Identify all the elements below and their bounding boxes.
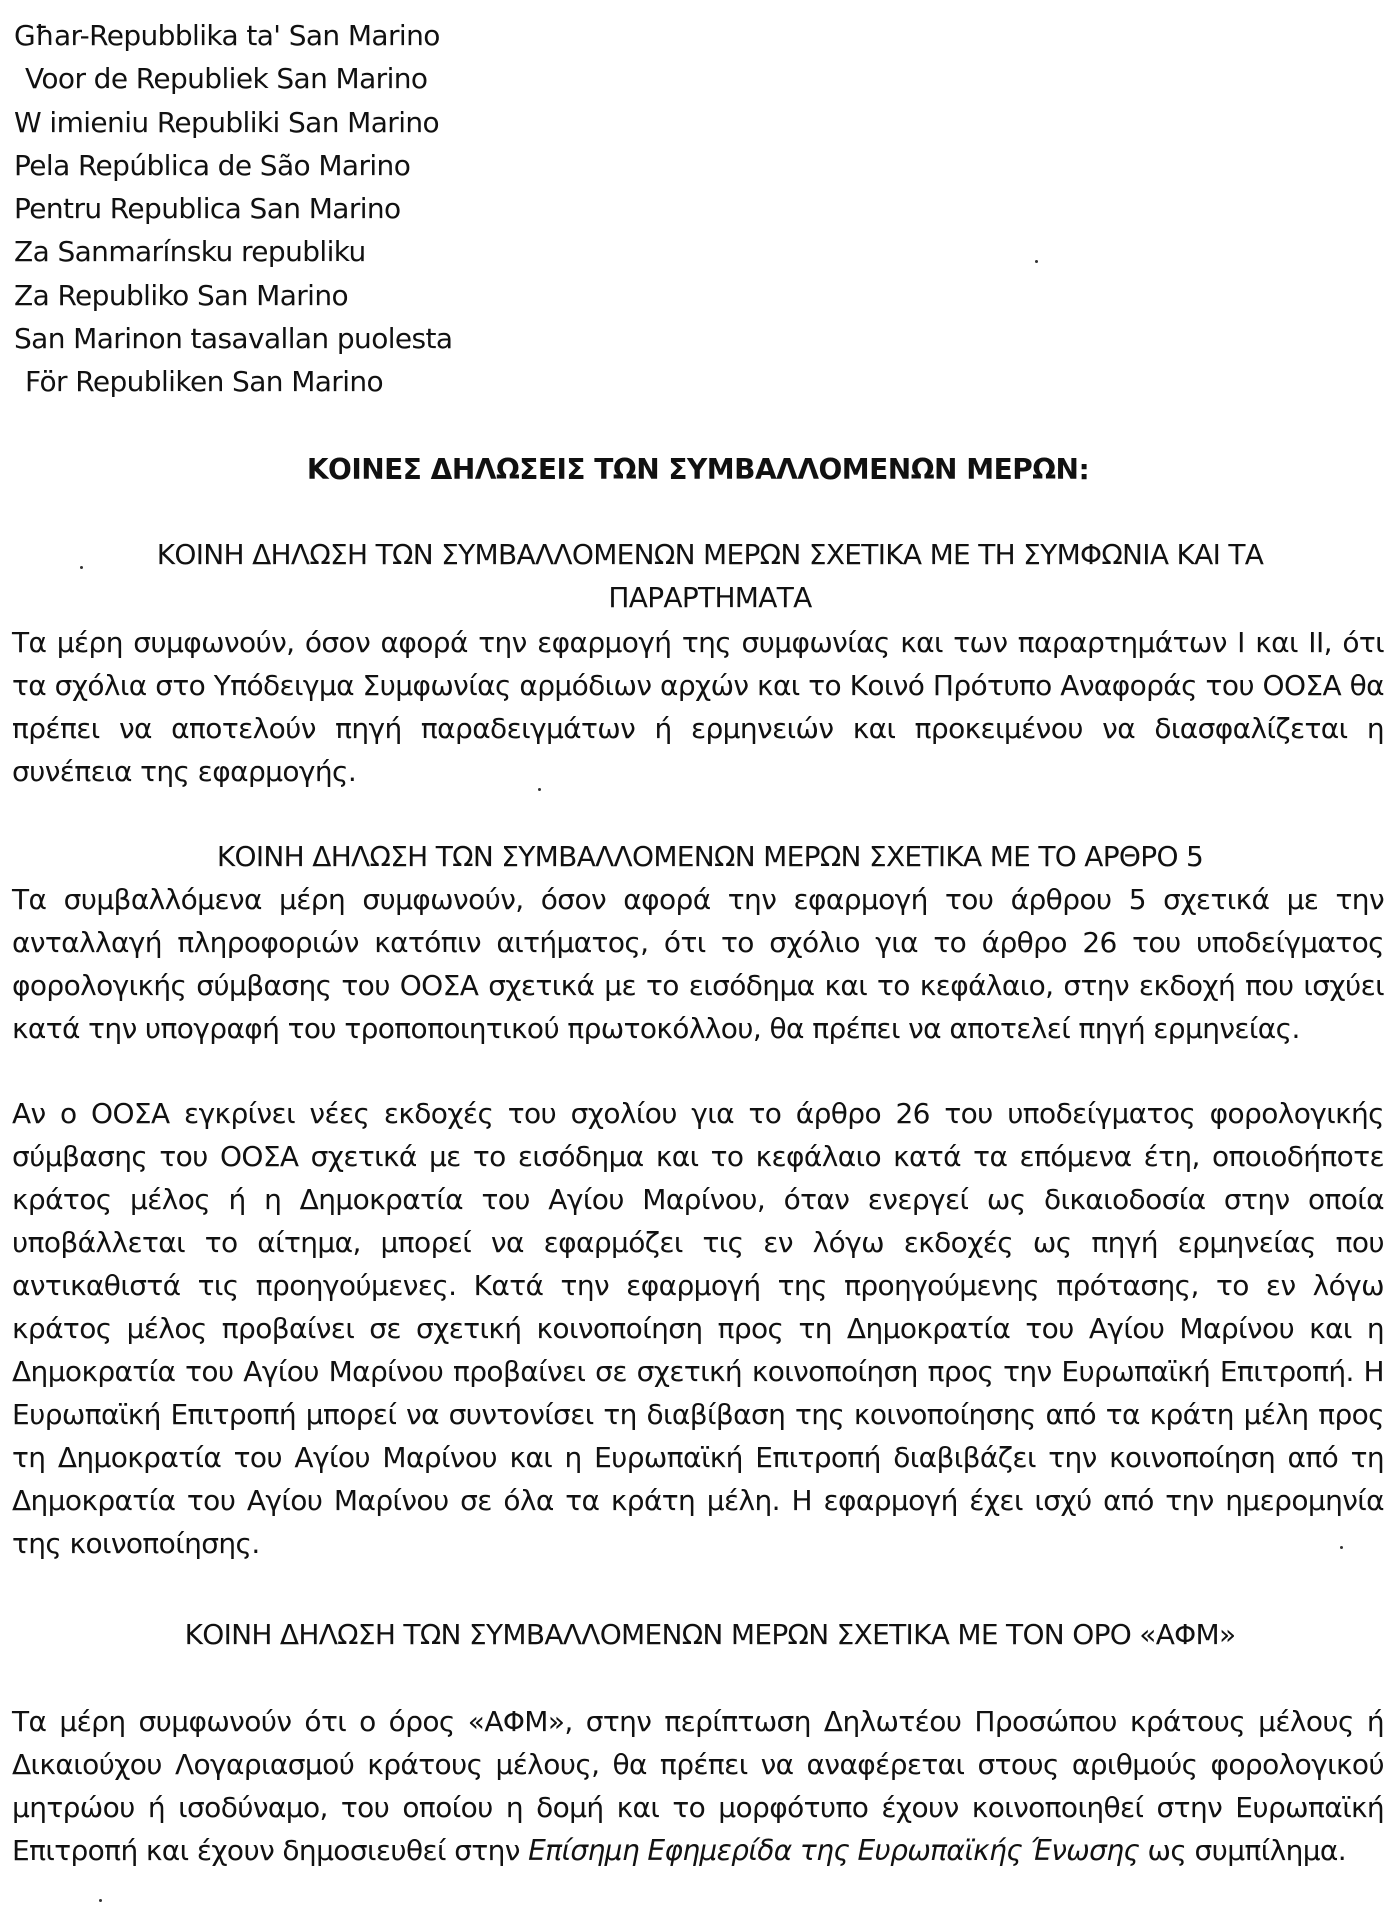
official-journal-title: Επίσημη Εφημερίδα της Ευρωπαϊκής Ένωσης — [528, 1834, 1140, 1867]
signature-line: Za Sanmarínsku republiku — [14, 235, 366, 269]
scan-speck — [1035, 260, 1038, 263]
main-heading: ΚΟΙΝΕΣ ΔΗΛΩΣΕΙΣ ΤΩΝ ΣΥΜΒΑΛΛΟΜΕΝΩΝ ΜΕΡΩΝ: — [306, 453, 1090, 486]
declaration-3-text-before: Τα μέρη συμφωνούν ότι ο όρος «ΑΦΜ», στην περίπτωση Δηλωτέου Προσώπου κράτους μέλους ή Δικαιούχου Λογαριασμού κράτους μέλους, θα πρέπει να αναφέρεται στους αριθμούς φορολογικού μητρώου ή ισοδύναμο, του οποίου η δομή και το μορφότυπο έχουν κοινοποιηθεί στην Ευρωπαϊκή Επιτροπή και έχουν δημοσιευθεί στην — [12, 1705, 1384, 1867]
declaration-2-text-continued: Αν ο ΟΟΣΑ εγκρίνει νέες εκδοχές του σχολίου για το άρθρο 26 του υποδείγματος φορολογικής σύμβασης του ΟΟΣΑ σχετικά με το εισόδημα και το κεφάλαιο κατά τα επόμενα έτη, οποιοδήποτε κράτος μέλος ή η Δημοκρατία του Αγίου Μαρίνου, όταν ενεργεί ως δικαιοδοσία στην οποία υποβάλλεται το αίτημα, μπορεί να εφαρμόζει τις εν λόγω εκδοχές ως πηγή ερμηνείας που αντικαθιστά τις προηγούμενες. Κατά την εφαρμογή της προηγούμενης πρότασης, το εν λόγω κράτος μέλος προβαίνει σε σχετική κοινοποίηση προς τη Δημοκρατία του Αγίου Μαρίνου και η Δημοκρατία του Αγίου Μαρίνου προβαίνει σε σχετική κοινοποίηση προς την Ευρωπαϊκή Επιτροπή. Η Ευρωπαϊκή Επιτροπή μπορεί να συντονίσει τη διαβίβαση της κοινοποίησης από τα κράτη μέλη προς τη Δημοκρατία του Αγίου Μαρίνου και η Ευρωπαϊκή Επιτροπή διαβιβάζει την κοινοποίηση από τη Δημοκρατία του Αγίου Μαρίνου σε όλα τα κράτη μέλη. Η εφαρμογή έχει ισχύ από την ημερομηνία της κοινοποίησης. — [12, 1097, 1384, 1560]
declaration-1-text: Τα μέρη συμφωνούν, όσον αφορά την εφαρμογή της συμφωνίας και των παραρτημάτων I και II, ότι τα σχόλια στο Υπόδειγμα Συμφωνίας αρμόδιων αρχών και το Κοινό Πρότυπο Αναφοράς του ΟΟΣΑ θα πρέπει να αποτελούν πηγή παραδειγμάτων ή ερμηνειών και προκειμένου να διασφαλίζεται η συνέπεια της εφαρμογής. — [12, 626, 1384, 788]
scan-speck — [538, 788, 541, 791]
declaration-1-heading — [110, 533, 1310, 619]
signature-line: W imieniu Republiki San Marino — [14, 105, 440, 139]
declaration-2-heading: ΚΟΙΝΗ ΔΗΛΩΣΗ ΤΩΝ ΣΥΜΒΑΛΛΟΜΕΝΩΝ ΜΕΡΩΝ ΣΧΕΤΙΚΑ ΜΕ ΤΟ ΑΡΘΡΟ 5 — [216, 840, 1204, 873]
scan-speck — [80, 566, 83, 569]
declaration-2-text: Τα συμβαλλόμενα μέρη συμφωνούν, όσον αφορά την εφαρμογή του άρθρου 5 σχετικά με την ανταλλαγή πληροφοριών κατόπιν αιτήματος, ότι το σχόλιο για το άρθρο 26 του υποδείγματος φορολογικής σύμβασης του ΟΟΣΑ σχετικά με το εισόδημα και το κεφάλαιο, στην εκδοχή που ισχύει κατά την υπογραφή του τροποποιητικού πρωτοκόλλου, θα πρέπει να αποτελεί πηγή ερμηνείας. — [12, 883, 1384, 1045]
signature-line: Za Republiko San Marino — [14, 278, 349, 312]
scan-speck — [99, 1899, 102, 1902]
signature-line: Voor de Republiek San Marino — [25, 62, 428, 96]
declaration-3-heading: ΚΟΙΝΗ ΔΗΛΩΣΗ ΤΩΝ ΣΥΜΒΑΛΛΟΜΕΝΩΝ ΜΕΡΩΝ ΣΧΕΤΙΚΑ ΜΕ ΤΟΝ ΟΡΟ «ΑΦΜ» — [184, 1618, 1236, 1651]
signature-line: För Republiken San Marino — [25, 365, 384, 399]
signature-line: Għar-Repubblika ta' San Marino — [14, 19, 440, 52]
declaration-1-heading-line2: ΠΑΡΑΡΤΗΜΑΤΑ — [608, 581, 812, 614]
signature-line: Pentru Republica San Marino — [14, 192, 401, 226]
signature-line: Pela República de São Marino — [14, 148, 411, 182]
declaration-3-text — [12, 1700, 1384, 1872]
signature-line: San Marinon tasavallan puolesta — [14, 322, 453, 356]
declaration-1-heading-line1: ΚΟΙΝΗ ΔΗΛΩΣΗ ΤΩΝ ΣΥΜΒΑΛΛΟΜΕΝΩΝ ΜΕΡΩΝ ΣΧΕΤΙΚΑ ΜΕ ΤΗ ΣΥΜΦΩΝΙΑ ΚΑΙ ΤΑ — [156, 538, 1264, 571]
declaration-3-text-after: ως συμπίλημα. — [1147, 1834, 1347, 1867]
scan-speck — [1340, 1546, 1343, 1549]
signature-block — [14, 14, 452, 404]
